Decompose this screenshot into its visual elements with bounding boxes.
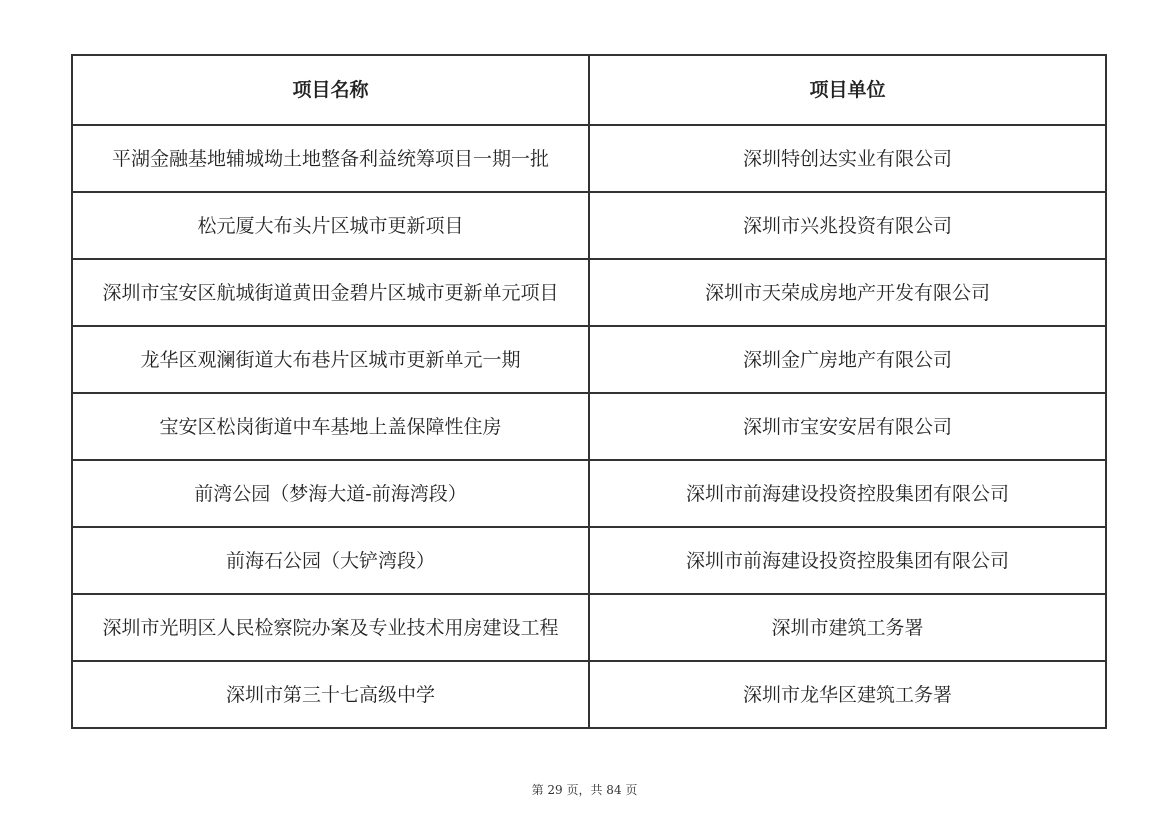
cell-project-unit: 深圳市天荣成房地产开发有限公司: [589, 259, 1106, 326]
cell-project-unit: 深圳市建筑工务署: [589, 594, 1106, 661]
table-row: [72, 460, 1106, 527]
table-row: [72, 661, 1106, 728]
cell-project-name: 平湖金融基地辅城坳土地整备利益统筹项目一期一批: [72, 125, 589, 192]
header-project-name: 项目名称: [72, 55, 589, 125]
table-row: [72, 594, 1106, 661]
project-table: [71, 54, 1107, 729]
cell-project-unit: 深圳市龙华区建筑工务署: [589, 661, 1106, 728]
table-row: [72, 125, 1106, 192]
cell-project-unit: 深圳特创达实业有限公司: [589, 125, 1106, 192]
table-row: [72, 192, 1106, 259]
cell-project-name: 深圳市宝安区航城街道黄田金碧片区城市更新单元项目: [72, 259, 589, 326]
header-project-unit: 项目单位: [589, 55, 1106, 125]
table-row: [72, 326, 1106, 393]
cell-project-name: 深圳市光明区人民检察院办案及专业技术用房建设工程: [72, 594, 589, 661]
cell-project-name: 松元厦大布头片区城市更新项目: [72, 192, 589, 259]
table-row: [72, 259, 1106, 326]
cell-project-name: 深圳市第三十七高级中学: [72, 661, 589, 728]
cell-project-unit: 深圳金广房地产有限公司: [589, 326, 1106, 393]
cell-project-unit: 深圳市宝安安居有限公司: [589, 393, 1106, 460]
table-row: [72, 527, 1106, 594]
page-number: 第 29 页，共 84 页: [531, 783, 638, 797]
cell-project-unit: 深圳市兴兆投资有限公司: [589, 192, 1106, 259]
cell-project-unit: 深圳市前海建设投资控股集团有限公司: [589, 460, 1106, 527]
table-row: [72, 393, 1106, 460]
cell-project-unit: 深圳市前海建设投资控股集团有限公司: [589, 527, 1106, 594]
cell-project-name: 前海石公园（大铲湾段）: [72, 527, 589, 594]
table-header-row: [72, 55, 1106, 125]
cell-project-name: 龙华区观澜街道大布巷片区城市更新单元一期: [72, 326, 589, 393]
cell-project-name: 宝安区松岗街道中车基地上盖保障性住房: [72, 393, 589, 460]
cell-project-name: 前湾公园（梦海大道-前海湾段）: [72, 460, 589, 527]
